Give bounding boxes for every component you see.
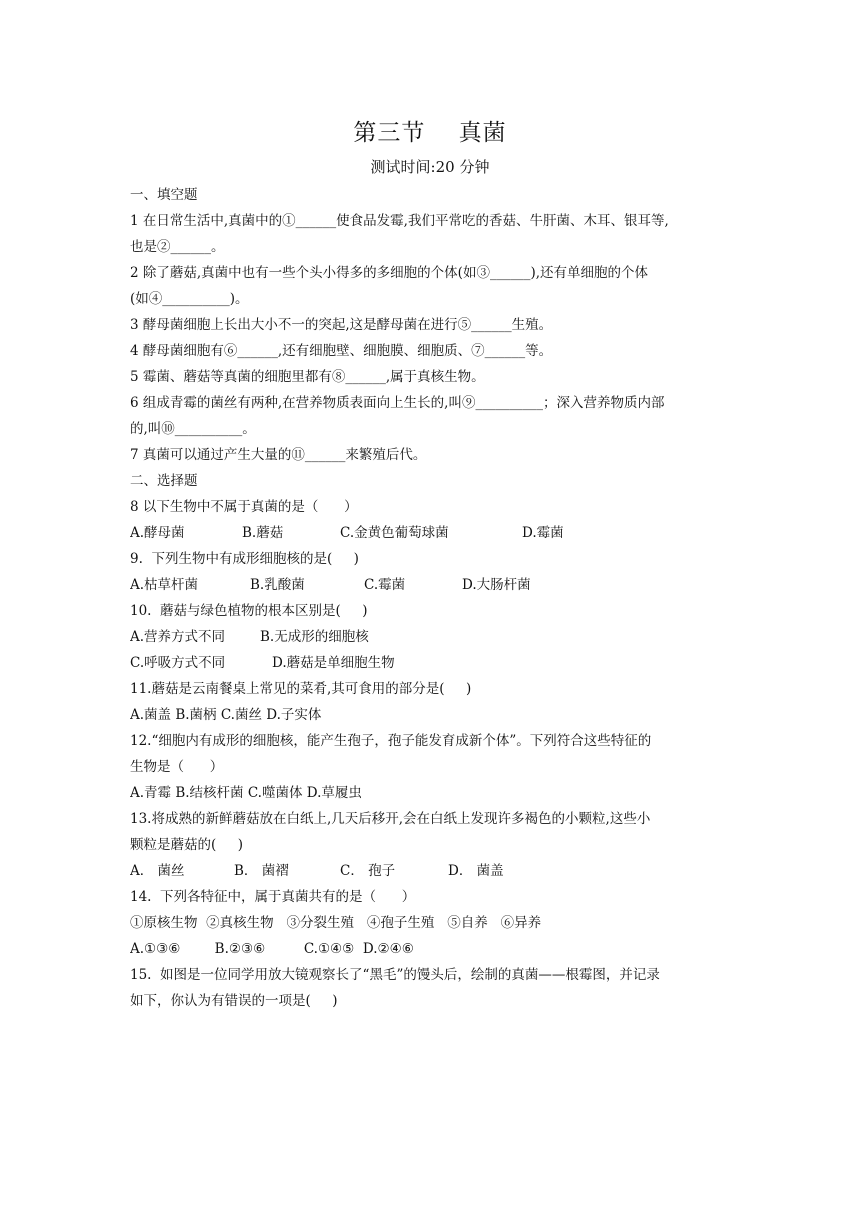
question-12-stem-line-2: 生物是（ ） xyxy=(130,759,224,775)
question-1-line-1: 1 在日常生活中,真菌中的①______使食品发霉,我们平常吃的香菇、牛肝菌、木耳、银耳等, xyxy=(130,213,669,229)
section-heading-fill: 一、填空题 xyxy=(130,187,198,203)
question-7: 7 真菌可以通过产生大量的⑪______来繁殖后代。 xyxy=(130,447,427,463)
question-5: 5 霉菌、蘑菇等真菌的细胞里都有⑧______,属于真核生物。 xyxy=(130,369,485,385)
option-a: A.枯草杆菌 xyxy=(130,577,199,593)
question-10-options-row-2 xyxy=(130,650,740,676)
question-9-stem: 9. 下列生物中有成形细胞核的是( ) xyxy=(130,551,359,567)
document-body xyxy=(130,182,740,1014)
option-d: D.霉菌 xyxy=(522,525,564,541)
question-14-stem: 14. 下列各特征中，属于真菌共有的是（ ） xyxy=(130,889,416,905)
question-8-options xyxy=(130,520,740,546)
question-10-stem: 10. 蘑菇与绿色植物的根本区别是( ) xyxy=(130,603,368,619)
question-9-options xyxy=(130,572,740,598)
question-14-options: A.①③⑥ B.②③⑥ C.①④⑤ D.②④⑥ xyxy=(130,941,414,957)
option-c: C.霉菌 xyxy=(364,577,406,593)
question-6-line-2: 的,叫⑩__________。 xyxy=(130,421,256,437)
page-title: 第三节 真菌 xyxy=(353,120,507,146)
option-c: C.呼吸方式不同 xyxy=(130,655,226,671)
page-subtitle: 测试时间:20 分钟 xyxy=(370,158,490,176)
question-11-stem: 11.蘑菇是云南餐桌上常见的菜肴,其可食用的部分是( ) xyxy=(130,681,472,697)
option-a: A.酵母菌 xyxy=(130,525,185,541)
option-d: D． 菌盖 xyxy=(448,863,504,879)
question-1-line-2: 也是②______。 xyxy=(130,239,225,255)
option-b: B.无成形的细胞核 xyxy=(260,629,369,645)
question-12-options: A.青霉 B.结核杆菌 C.噬菌体 D.草履虫 xyxy=(130,785,362,801)
question-10-options-row-1 xyxy=(130,624,740,650)
option-a: A.营养方式不同 xyxy=(130,629,226,645)
option-b: B.蘑菇 xyxy=(242,525,284,541)
question-11-options: A.菌盖 B.菌柄 C.菌丝 D.子实体 xyxy=(130,707,322,723)
question-6-line-1: 6 组成青霉的菌丝有两种,在营养物质表面向上生长的,叫⑨__________；深入营养物质内部 xyxy=(130,395,665,411)
question-2-line-2: (如④__________)。 xyxy=(130,291,249,307)
question-4: 4 酵母菌细胞有⑥______,还有细胞壁、细胞膜、细胞质、⑦______等。 xyxy=(130,343,553,359)
option-d: D.大肠杆菌 xyxy=(462,577,531,593)
question-13-stem-line-1: 13.将成熟的新鲜蘑菇放在白纸上,几天后移开,会在白纸上发现许多褐色的小颗粒,这些小 xyxy=(130,811,651,827)
option-d: D.蘑菇是单细胞生物 xyxy=(272,655,395,671)
question-12-stem-line-1: 12.“细胞内有成形的细胞核，能产生孢子，孢子能发育成新个体”。下列符合这些特征的 xyxy=(130,733,652,749)
question-15-stem-line-1: 15. 如图是一位同学用放大镜观察长了“黑毛”的馒头后，绘制的真菌——根霉图，并记录 xyxy=(130,967,660,983)
option-c: C.金黄色葡萄球菌 xyxy=(340,525,449,541)
question-13-options xyxy=(130,858,740,884)
option-b: B． 菌褶 xyxy=(234,863,289,879)
question-15-stem-line-2: 如下，你认为有错误的一项是( ) xyxy=(130,993,338,1009)
option-c: C． 孢子 xyxy=(340,863,396,879)
question-13-stem-line-2: 颗粒是蘑菇的( ) xyxy=(130,837,243,853)
question-3: 3 酵母菌细胞上长出大小不一的突起,这是酵母菌在进行⑤______生殖。 xyxy=(130,317,553,333)
question-2-line-1: 2 除了蘑菇,真菌中也有一些个头小得多的多细胞的个体(如③______),还有单细胞的个体 xyxy=(130,265,648,281)
option-a: A． 菌丝 xyxy=(130,863,185,879)
question-8-stem: 8 以下生物中不属于真菌的是（ ） xyxy=(130,499,358,515)
option-b: B.乳酸菌 xyxy=(250,577,305,593)
question-14-features: ①原核生物 ②真核生物 ③分裂生殖 ④孢子生殖 ⑤自养 ⑥异养 xyxy=(130,915,542,931)
section-heading-choice: 二、选择题 xyxy=(130,473,198,489)
